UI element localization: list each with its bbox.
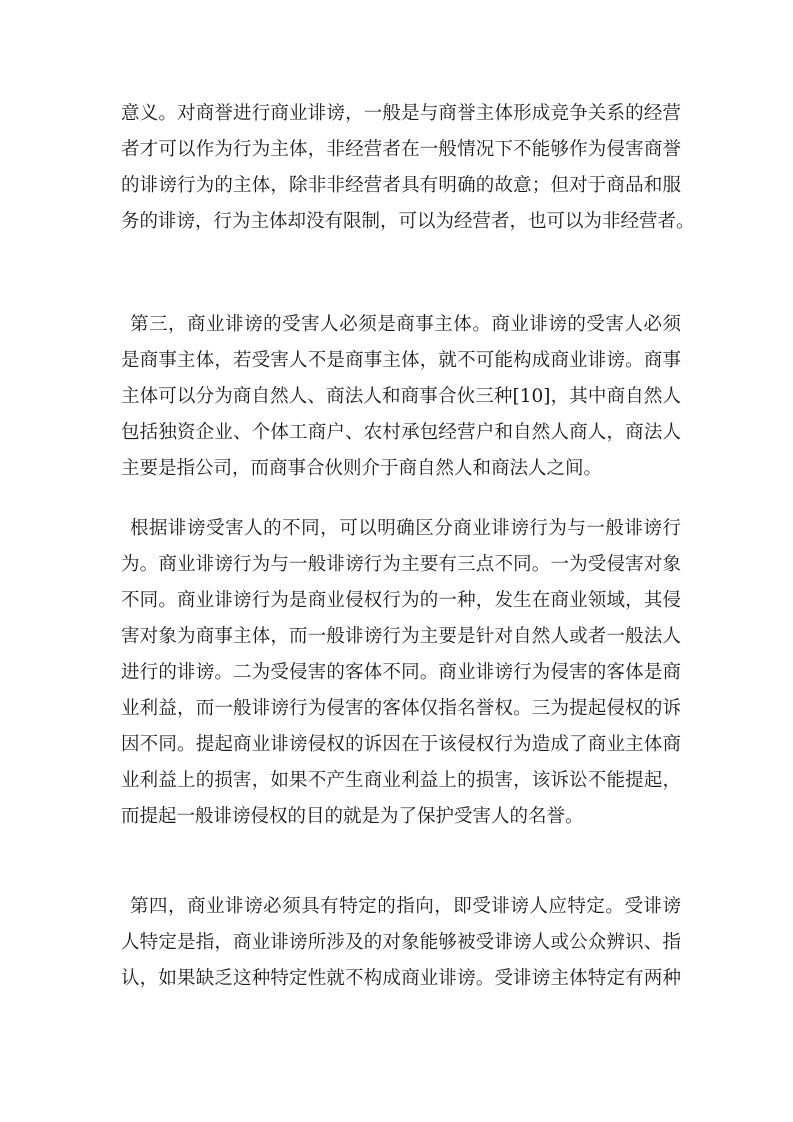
text-line: 者才可以作为行为主体，非经营者在一般情况下不能够作为侵害商誉 bbox=[121, 139, 681, 160]
text-line: 因不同。提起商业诽谤侵权的诉因在于该侵权行为造成了商业主体商 bbox=[121, 734, 681, 755]
text-line: 第三，商业诽谤的受害人必须是商事主体。商业诽谤的受害人必须 bbox=[130, 314, 681, 335]
text-line: 的诽谤行为的主体，除非非经营者具有明确的故意；但对于商品和服 bbox=[121, 175, 681, 196]
text-line: 主体可以分为商自然人、商法人和商事合伙三种[10]，其中商自然人 bbox=[121, 386, 681, 407]
paragraph-2 bbox=[121, 307, 681, 487]
text-line: 不同。商业诽谤行为是商业侵权行为的一种，发生在商业领域，其侵 bbox=[121, 590, 681, 611]
paragraph-3 bbox=[121, 511, 681, 835]
text-line: 意义。对商誉进行商业诽谤，一般是与商誉主体形成竞争关系的经营 bbox=[121, 103, 681, 124]
text-line: 业利益上的损害，如果不产生商业利益上的损害，该诉讼不能提起， bbox=[121, 770, 681, 791]
text-line: 认，如果缺乏这种特定性就不构成商业诽谤。受诽谤主体特定有两种 bbox=[121, 968, 681, 989]
text-line: 进行的诽谤。二为受侵害的客体不同。商业诽谤行为侵害的客体是商 bbox=[121, 662, 681, 683]
text-line: 主要是指公司，而商事合伙则介于商自然人和商法人之间。 bbox=[121, 458, 603, 479]
text-line: 业利益，而一般诽谤行为侵害的客体仅指名誉权。三为提起侵权的诉 bbox=[121, 698, 681, 719]
text-line: 包括独资企业、个体工商户、农村承包经营户和自然人商人，商法人 bbox=[121, 422, 681, 443]
text-line: 为。商业诽谤行为与一般诽谤行为主要有三点不同。一为受侵害对象 bbox=[121, 554, 681, 575]
text-line: 而提起一般诽谤侵权的目的就是为了保护受害人的名誉。 bbox=[121, 806, 584, 827]
paragraph-4 bbox=[121, 889, 681, 997]
text-line: 人特定是指，商业诽谤所涉及的对象能够被受诽谤人或公众辨识、指 bbox=[121, 932, 681, 953]
text-line: 务的诽谤，行为主体却没有限制，可以为经营者，也可以为非经营者。 bbox=[121, 211, 695, 232]
paragraph-1 bbox=[121, 96, 695, 240]
text-line: 第四，商业诽谤必须具有特定的指向，即受诽谤人应特定。受诽谤 bbox=[130, 896, 681, 917]
text-line: 是商事主体，若受害人不是商事主体，就不可能构成商业诽谤。商事 bbox=[121, 350, 681, 371]
text-line: 害对象为商事主体，而一般诽谤行为主要是针对自然人或者一般法人 bbox=[121, 626, 681, 647]
text-line: 根据诽谤受害人的不同，可以明确区分商业诽谤行为与一般诽谤行 bbox=[130, 518, 681, 539]
